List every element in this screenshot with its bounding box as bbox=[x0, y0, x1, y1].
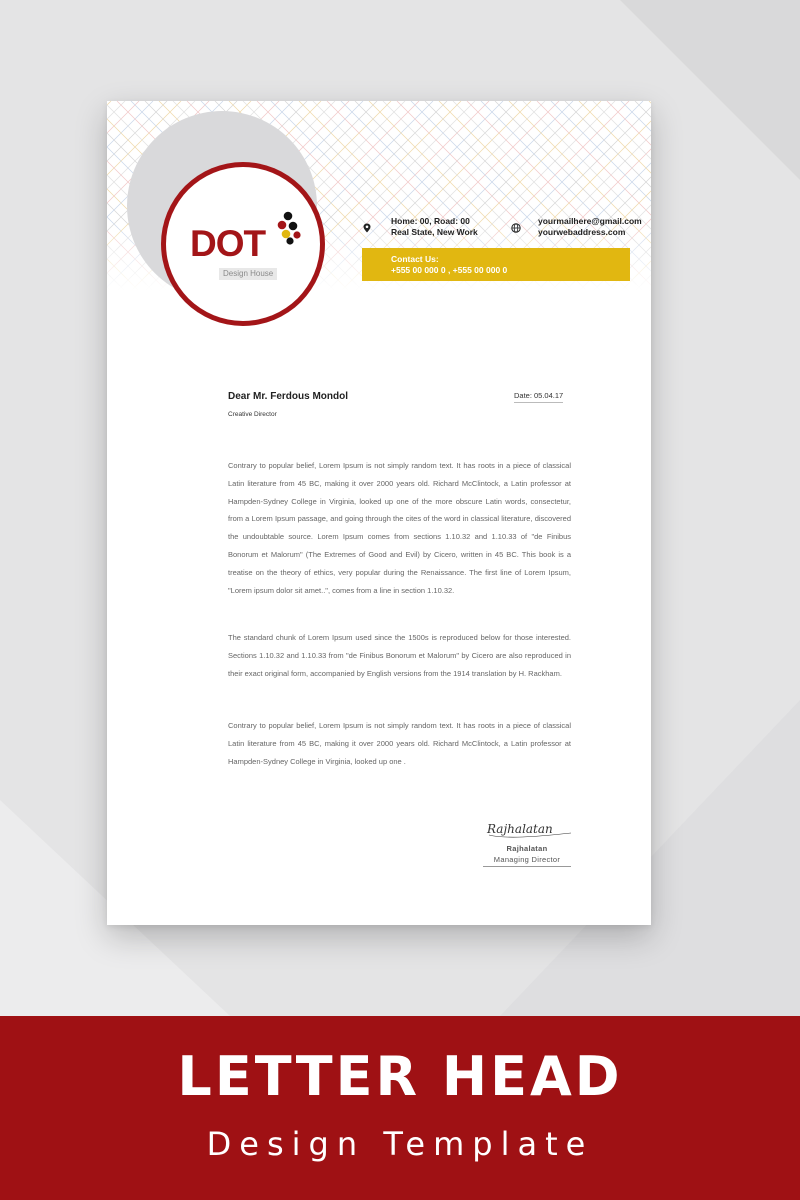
recipient-title: Creative Director bbox=[228, 411, 277, 418]
banner-subtitle: Design Template bbox=[206, 1125, 594, 1163]
body-paragraph-2: The standard chunk of Lorem Ipsum used since the 1500s is reproduced below for those interested. Sections 1.10.32 and 1.10.33 from "de Finibus Bonorum et Malorum" by Cicero are also reproduced in their exact original form, accompanied by English versions from the 1914 translation by H. Rackham. bbox=[228, 633, 571, 678]
letterhead-page bbox=[107, 101, 651, 925]
letter-date: Date: 05.04.17 bbox=[514, 391, 563, 403]
signer-name: Rajhalatan bbox=[506, 844, 548, 853]
website-address[interactable]: yourwebaddress.com bbox=[538, 227, 626, 238]
address-line-2: Real State, New Work bbox=[391, 227, 478, 238]
signature bbox=[485, 815, 575, 841]
address-line-1: Home: 00, Road: 00 bbox=[391, 216, 470, 226]
email-address[interactable]: yourmailhere@gmail.com bbox=[538, 216, 642, 226]
address bbox=[391, 216, 478, 238]
title-banner bbox=[0, 1016, 800, 1200]
recipient-name: Dear Mr. Ferdous Mondol bbox=[228, 391, 349, 402]
contact-phones: +555 00 000 0 , +555 00 000 0 bbox=[391, 265, 508, 276]
logo-wordmark: DOT bbox=[190, 223, 266, 264]
signer-role: Managing Director bbox=[483, 855, 571, 867]
contact-bar bbox=[362, 248, 630, 281]
signature-script: Rajhalatan bbox=[487, 822, 553, 836]
banner-title: LETTER HEAD bbox=[177, 1045, 623, 1108]
contact-label: Contact Us: bbox=[391, 254, 439, 264]
body-paragraph-3: Contrary to popular belief, Lorem Ipsum is not simply random text. It has roots in a piece of classical Latin literature from 45 BC, making it over 2000 years old. Richard McClintock, a Latin professor at Hampden-Sydney College in Virginia, looked up one . bbox=[228, 721, 571, 766]
body-paragraph-1: Contrary to popular belief, Lorem Ipsum is not simply random text. It has roots in a piece of classical Latin literature from 45 BC, making it over 2000 years old. Richard McClintock, a Latin professor at Hampden-Sydney College in Virginia, looked up one of the more obscure Latin words, consectetur, from a Lorem Ipsum passage, and going through the cites of the word in classical literature, discovered the undoubtable source. Lorem Ipsum comes from sections 1.10.32 and 1.10.33 of "de Finibus Bonorum et Malorum" (The Extremes of Good and Evil) by Cicero, written in 45 BC. This book is a treatise on the theory of ethics, very popular during the Renaissance. The first line of Lorem Ipsum, "Lorem ipsum dolor sit amet..", comes from a line in section 1.10.32. bbox=[228, 461, 571, 595]
globe-icon bbox=[511, 223, 521, 233]
logo-emblem bbox=[107, 101, 347, 341]
location-pin-icon bbox=[362, 223, 372, 233]
logo-tagline: Design House bbox=[219, 268, 277, 280]
web-contact bbox=[538, 216, 642, 238]
